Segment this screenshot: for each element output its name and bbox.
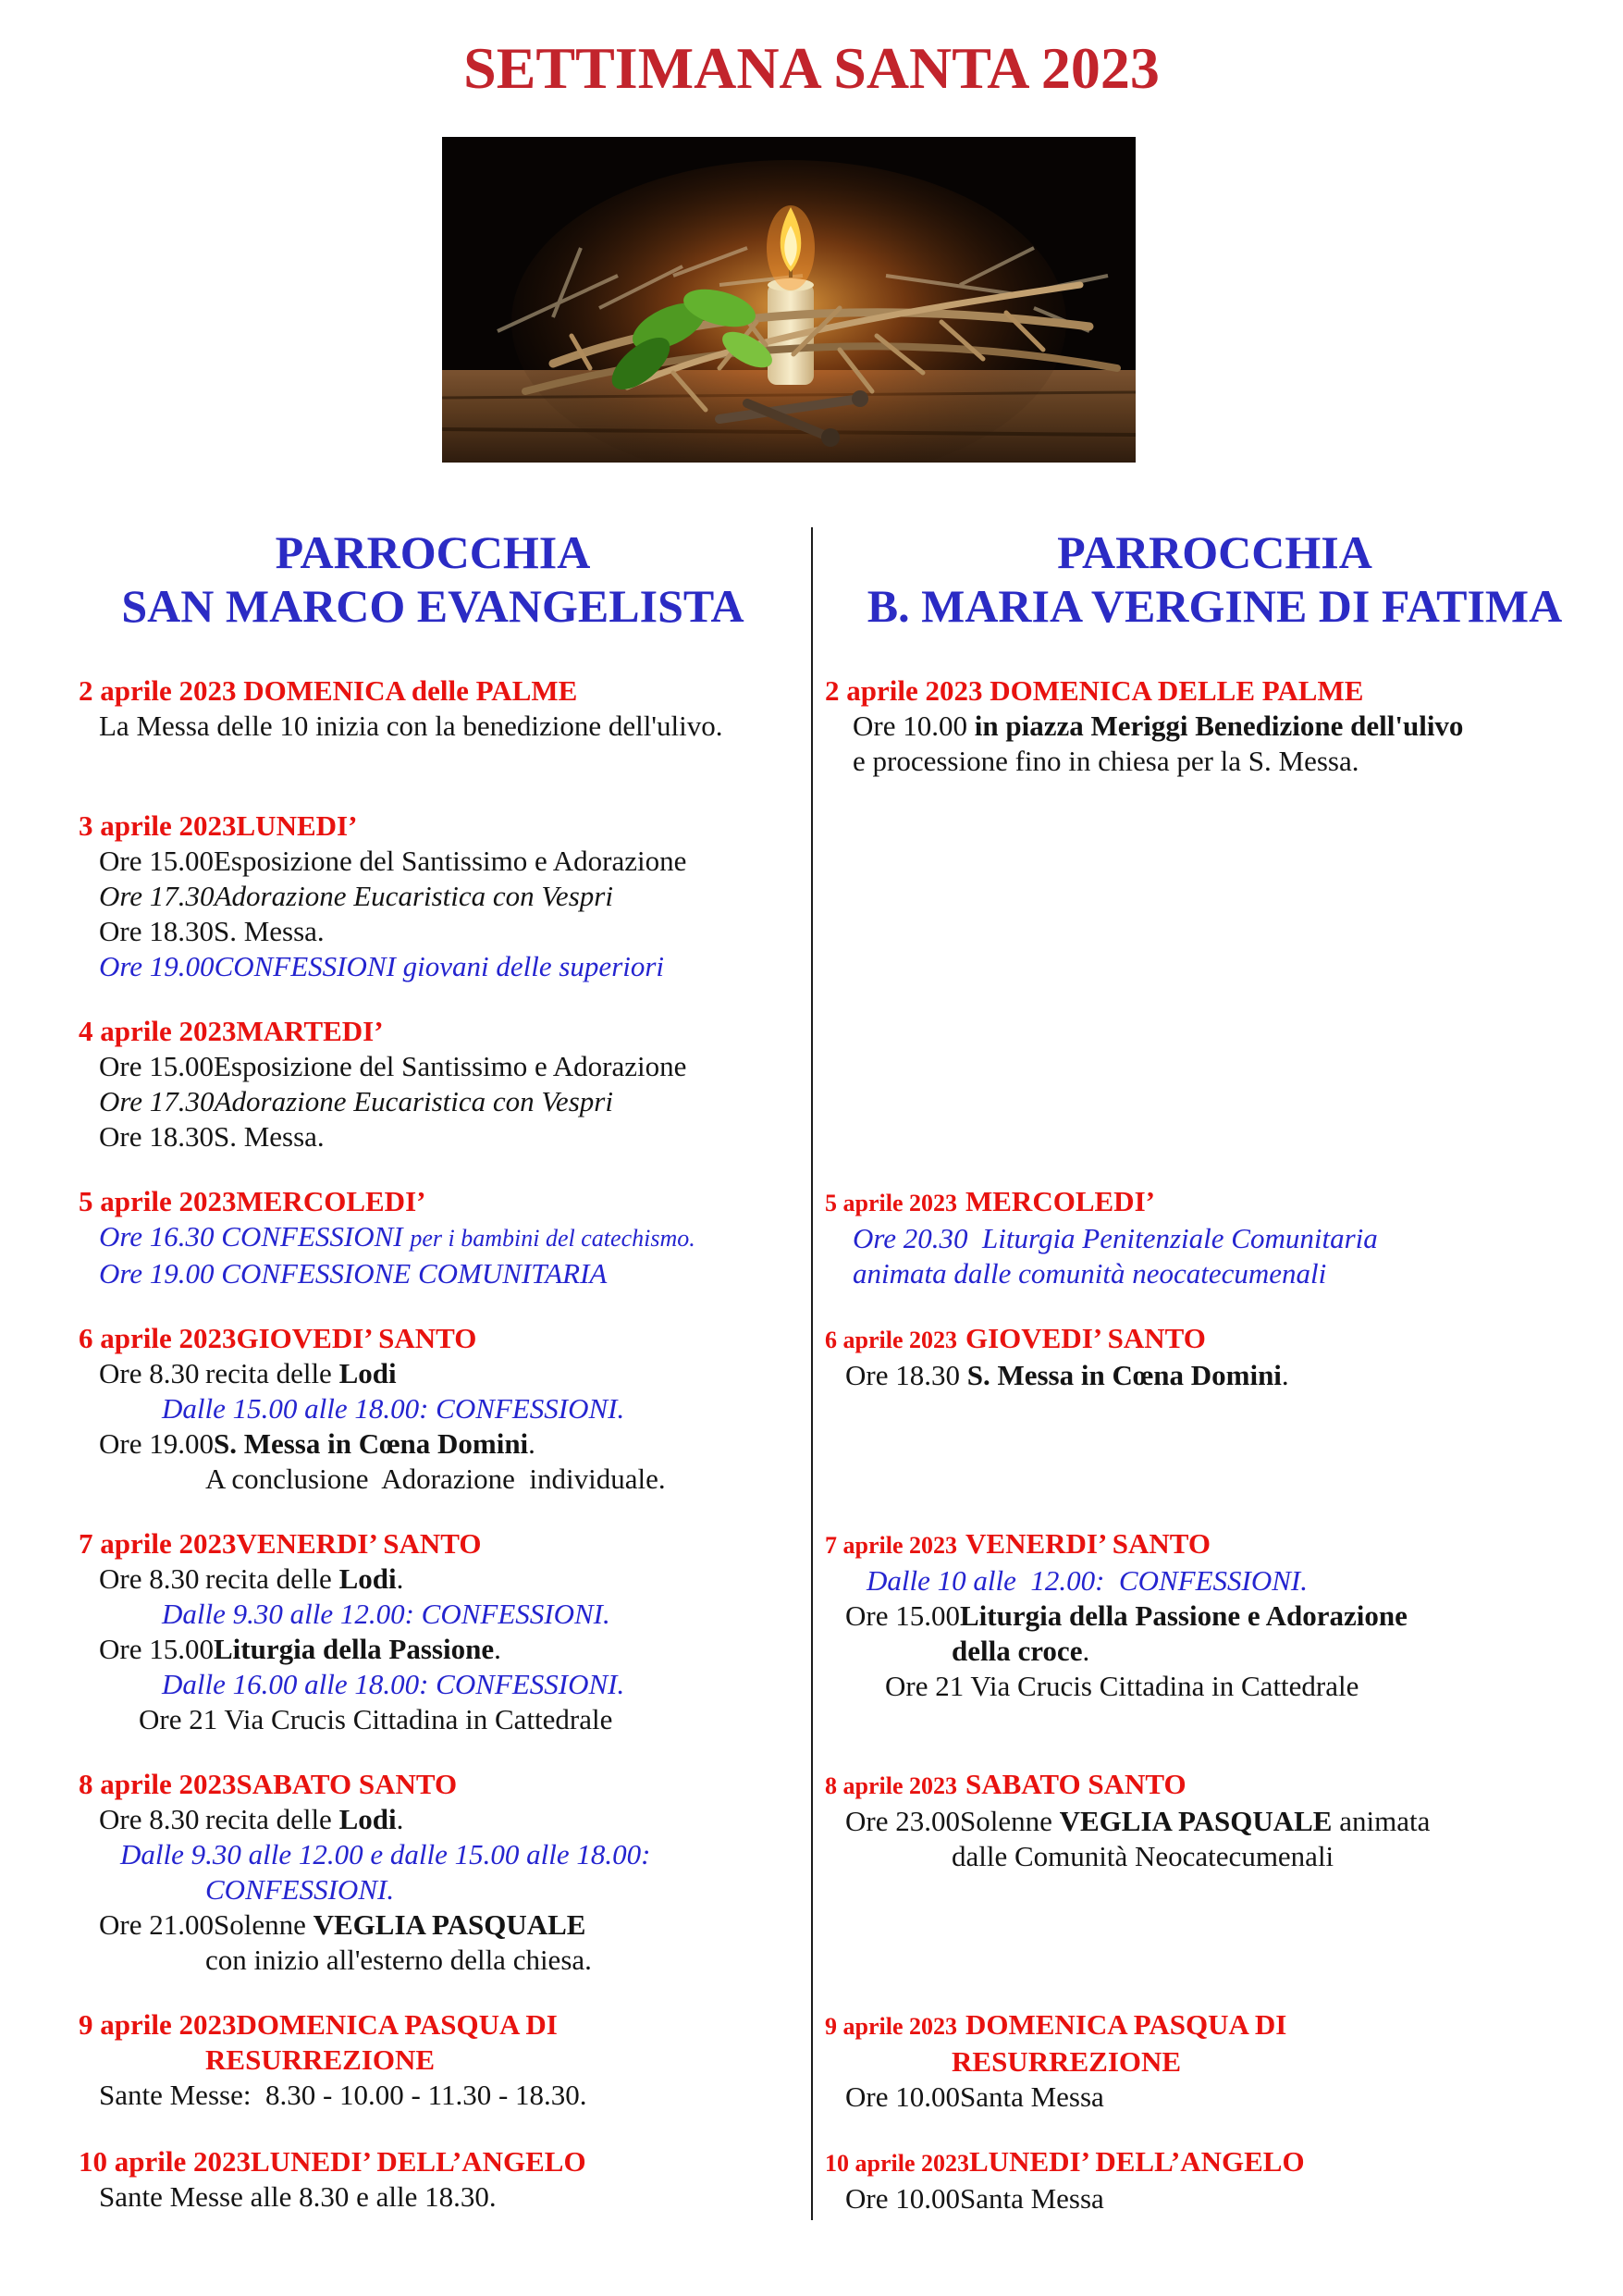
- parish-header-left: [0, 525, 811, 644]
- section-3-aprile-right: [811, 809, 1623, 984]
- schedule-line: [79, 1219, 787, 1256]
- day-title: [237, 1184, 788, 1219]
- text-segment: dalle Comunità Neocatecumenali: [952, 1840, 1334, 1872]
- entry-description: [215, 949, 787, 984]
- day-title: [237, 809, 788, 844]
- entry-description: [214, 1119, 787, 1154]
- date-cell: 7 aprile 2023: [79, 1527, 237, 1560]
- entry-description: [960, 1804, 1605, 1839]
- text-segment: VEGLIA PASQUALE: [313, 1908, 586, 1941]
- entry-description: [205, 1356, 787, 1391]
- schedule-entry-row: [79, 949, 787, 984]
- text-segment: Ore 21 Via Crucis Cittadina in Cattedrale: [885, 1670, 1359, 1702]
- section-9-aprile-right: [811, 2007, 1623, 2115]
- section-4-aprile-left: [0, 1014, 811, 1154]
- entry-description: [214, 1907, 787, 1943]
- text-segment: LUNEDI’ DELL’ANGELO: [251, 2145, 586, 2178]
- section-6-aprile-left: [0, 1321, 811, 1497]
- text-segment: S. Messa.: [213, 915, 325, 947]
- text-segment: .: [396, 1803, 404, 1835]
- date-heading-row: [79, 2144, 787, 2179]
- entry-description: [214, 1049, 787, 1084]
- time-cell: Ore 15.00: [99, 1633, 214, 1665]
- text-segment: RESURREZIONE: [205, 2043, 436, 2076]
- text-segment: Ore 21 Via Crucis Cittadina in Cattedrale: [139, 1703, 613, 1735]
- schedule-entry-row: [79, 1907, 787, 1943]
- text-segment: MARTEDI’: [236, 1015, 384, 1047]
- date-heading-row: [825, 1767, 1605, 1804]
- schedule-line: [79, 2179, 787, 2215]
- column-divider-line: [811, 527, 813, 2220]
- text-segment: GIOVEDI’ SANTO: [965, 1322, 1206, 1354]
- date-heading-row: [79, 2007, 787, 2043]
- text-segment: Dalle 16.00 alle 18.00: CONFESSIONI.: [162, 1668, 625, 1700]
- time-cell: Ore 17.30: [99, 1085, 215, 1117]
- text-segment: Liturgia della Passione e Adorazione: [959, 1599, 1408, 1632]
- schedule-line: [79, 673, 787, 709]
- time-cell: Ore 18.30: [99, 915, 214, 947]
- time-cell: Ore 19.00: [99, 950, 215, 982]
- schedule-line: [825, 1221, 1605, 1256]
- entry-description: [205, 1802, 787, 1837]
- text-segment: DOMENICA PASQUA DI: [965, 2008, 1287, 2041]
- section-2-aprile-left: [0, 673, 811, 779]
- schedule-entry-row: [79, 1426, 787, 1462]
- day-title: [965, 2007, 1605, 2043]
- schedule-line: [825, 1839, 1605, 1874]
- text-segment: Esposizione del Santissimo e Adorazione: [213, 845, 687, 877]
- text-segment: per i bambini del catechismo.: [410, 1225, 695, 1252]
- flame-icon: [767, 205, 815, 290]
- text-segment: recita delle: [205, 1803, 339, 1835]
- text-segment: Adorazione Eucaristica con Vespri: [214, 1085, 613, 1117]
- day-title: [237, 1014, 788, 1049]
- text-segment: VEGLIA PASQUALE: [1059, 1805, 1333, 1837]
- text-segment: Ore 10.00: [853, 710, 975, 742]
- text-segment: [960, 1359, 967, 1391]
- section-5-aprile-right: [811, 1184, 1623, 1291]
- entry-description: [214, 1632, 787, 1667]
- time-cell: Ore 15.00: [99, 1050, 214, 1082]
- schedule-line: [79, 709, 787, 744]
- text-segment: LUNEDI’: [236, 809, 358, 842]
- time-cell: Ore 23.00: [845, 1805, 960, 1837]
- time-cell: Ore 21.00: [99, 1908, 214, 1941]
- schedule-entry-row: [79, 1119, 787, 1154]
- section-10-aprile-left: [0, 2144, 811, 2216]
- day-title: [969, 2144, 1605, 2179]
- date-cell: 6 aprile 2023: [79, 1322, 237, 1354]
- entry-description: [214, 844, 787, 879]
- text-segment: Dalle 9.30 alle 12.00 e dalle 15.00 alle 18.00:: [120, 1838, 651, 1870]
- text-segment: DOMENICA PASQUA DI: [236, 2008, 558, 2041]
- text-segment: Lodi: [338, 1562, 397, 1595]
- text-segment: animata: [1332, 1805, 1431, 1837]
- holy-week-photo: [442, 137, 1136, 463]
- day-title: [237, 1767, 788, 1802]
- text-segment: RESURREZIONE: [952, 2045, 1182, 2078]
- day-title: [965, 1321, 1605, 1356]
- entry-description: [960, 1358, 1605, 1393]
- schedule-entry-row: [79, 1084, 787, 1119]
- schedule-line: [79, 2043, 787, 2078]
- schedule-entry-row: [825, 1599, 1605, 1634]
- text-segment: VENERDI’ SANTO: [965, 1527, 1211, 1560]
- schedule-entry-row: [79, 914, 787, 949]
- time-cell: Ore 17.30: [99, 880, 215, 912]
- date-heading-row: [825, 1184, 1605, 1221]
- schedule-line: [825, 1563, 1605, 1599]
- text-segment: e processione fino in chiesa per la S. Messa.: [853, 745, 1359, 777]
- date-heading-row: [79, 1321, 787, 1356]
- date-heading-row: [79, 1767, 787, 1802]
- entry-description: [215, 1084, 787, 1119]
- text-segment: della croce: [952, 1635, 1083, 1667]
- text-segment: Santa Messa: [959, 2182, 1104, 2215]
- text-segment: con inizio all'esterno della chiesa.: [205, 1944, 592, 1976]
- schedule-line: [825, 1669, 1605, 1704]
- date-cell: 7 aprile 2023: [825, 1532, 957, 1559]
- schedule-entry-row: [79, 1802, 787, 1837]
- section-7-aprile-left: [0, 1526, 811, 1737]
- schedule-line: [79, 1256, 787, 1291]
- section-6-aprile-right: [811, 1321, 1623, 1497]
- parish-right-line1: PARROCCHIA: [1057, 526, 1372, 578]
- parish-header-right: [811, 525, 1623, 644]
- schedule-line: [79, 1943, 787, 1978]
- text-segment: .: [1082, 1635, 1090, 1667]
- date-heading-row: [79, 1014, 787, 1049]
- date-cell: 5 aprile 2023: [79, 1185, 237, 1217]
- schedule-line: [825, 1256, 1605, 1291]
- time-cell: Ore 8.30: [99, 1803, 200, 1835]
- schedule-line: [825, 1634, 1605, 1669]
- schedule-line: [79, 1702, 787, 1737]
- text-segment: CONFESSIONI.: [205, 1873, 395, 1906]
- page-title: SETTIMANA SANTA 2023: [463, 35, 1160, 101]
- date-heading-row: [825, 2007, 1605, 2044]
- parish-right-line2: B. MARIA VERGINE DI FATIMA: [867, 580, 1563, 632]
- text-segment: Dalle 9.30 alle 12.00: CONFESSIONI.: [162, 1598, 610, 1630]
- section-9-aprile-left: [0, 2007, 811, 2115]
- text-segment: Dalle 10 alle 12.00: CONFESSIONI.: [867, 1564, 1309, 1597]
- text-segment: 2 aprile 2023 DOMENICA DELLE PALME: [825, 674, 1364, 707]
- text-segment: Solenne: [959, 1805, 1060, 1837]
- section-8-aprile-right: [811, 1767, 1623, 1978]
- text-segment: Ore 20.30 Liturgia Penitenziale Comunitaria: [853, 1222, 1378, 1254]
- schedule-line: [825, 709, 1605, 744]
- text-segment: A conclusione Adorazione individuale.: [205, 1463, 666, 1495]
- text-segment: S. Messa in Cœna Domini: [966, 1359, 1282, 1391]
- time-cell: Ore 18.30: [99, 1120, 214, 1153]
- day-title: [965, 1526, 1605, 1562]
- schedule-entry-row: [79, 1632, 787, 1667]
- time-cell: Ore 19.00: [99, 1427, 214, 1460]
- candle-thorns-photo-illustration: [442, 137, 1136, 463]
- schedule-line: [825, 744, 1605, 779]
- text-segment: La Messa delle 10 inizia con la benedizione dell'ulivo.: [99, 710, 723, 742]
- text-segment: SABATO SANTO: [236, 1768, 458, 1800]
- text-segment: MERCOLEDI’: [965, 1185, 1155, 1217]
- date-heading-row: [79, 1184, 787, 1219]
- date-cell: 6 aprile 2023: [825, 1327, 957, 1353]
- entry-description: [214, 914, 787, 949]
- day-title: [237, 1321, 788, 1356]
- time-cell: Ore 18.30: [845, 1359, 960, 1391]
- text-segment: 2 aprile 2023 DOMENICA delle PALME: [79, 674, 578, 707]
- date-cell: 5 aprile 2023: [825, 1190, 957, 1216]
- schedule-line: [79, 1462, 787, 1497]
- schedule-entry-row: [825, 1804, 1605, 1839]
- date-cell: 4 aprile 2023: [79, 1015, 237, 1047]
- time-cell: Ore 10.00: [845, 2182, 960, 2215]
- text-segment: SABATO SANTO: [965, 1768, 1187, 1800]
- text-segment: MERCOLEDI’: [236, 1185, 426, 1217]
- schedule-line: [79, 1872, 787, 1907]
- schedule-line: [825, 2044, 1605, 2080]
- text-segment: Esposizione del Santissimo e Adorazione: [213, 1050, 687, 1082]
- text-segment: recita delle: [205, 1357, 339, 1389]
- parish-left-line2: SAN MARCO EVANGELISTA: [121, 580, 744, 632]
- text-segment: animata dalle comunità neocatecumenali: [853, 1257, 1327, 1290]
- time-cell: Ore 8.30: [99, 1357, 200, 1389]
- schedule-line: [79, 1837, 787, 1872]
- day-title: [237, 2007, 788, 2043]
- text-segment: Lodi: [338, 1357, 397, 1389]
- text-segment: Ore 16.30 CONFESSIONI: [99, 1220, 411, 1253]
- schedule-entry-row: [825, 2181, 1605, 2216]
- text-segment: .: [396, 1562, 404, 1595]
- schedule-line: [79, 1667, 787, 1702]
- text-segment: recita delle: [205, 1562, 339, 1595]
- time-cell: Ore 15.00: [99, 845, 214, 877]
- text-segment: CONFESSIONI giovani delle superiori: [214, 950, 665, 982]
- text-segment: S. Messa.: [213, 1120, 325, 1153]
- text-segment: Ore 19.00 CONFESSIONE COMUNITARIA: [99, 1257, 608, 1290]
- time-cell: Ore 10.00: [845, 2080, 960, 2113]
- schedule-entry-row: [825, 1358, 1605, 1393]
- section-10-aprile-right: [811, 2144, 1623, 2216]
- text-segment: in piazza Meriggi Benedizione dell'ulivo: [974, 710, 1464, 742]
- schedule-line: [79, 1391, 787, 1426]
- date-cell: 10 aprile 2023: [825, 2150, 969, 2177]
- text-segment: Dalle 15.00 alle 18.00: CONFESSIONI.: [162, 1392, 625, 1425]
- entry-description: [960, 2080, 1605, 2115]
- text-segment: S. Messa in Cœna Domini: [213, 1427, 529, 1460]
- entry-description: [960, 2181, 1605, 2216]
- section-5-aprile-left: [0, 1184, 811, 1291]
- time-cell: Ore 15.00: [845, 1599, 960, 1632]
- entry-description: [960, 1599, 1605, 1634]
- entry-description: [205, 1562, 787, 1597]
- date-cell: 10 aprile 2023: [79, 2145, 251, 2178]
- text-segment: Sante Messe alle 8.30 e alle 18.30.: [99, 2180, 497, 2213]
- section-2-aprile-right: [811, 673, 1623, 779]
- date-heading-row: [825, 2144, 1605, 2181]
- schedule-entry-row: [79, 879, 787, 914]
- schedule-entry-row: [79, 1356, 787, 1391]
- day-title: [965, 1767, 1605, 1802]
- date-cell: 8 aprile 2023: [825, 1772, 957, 1799]
- date-cell: 3 aprile 2023: [79, 809, 237, 842]
- section-8-aprile-left: [0, 1767, 811, 1978]
- section-7-aprile-right: [811, 1526, 1623, 1737]
- date-heading-row: [79, 1526, 787, 1562]
- schedule-entry-row: [825, 2080, 1605, 2115]
- section-4-aprile-right: [811, 1014, 1623, 1154]
- text-segment: Sante Messe: 8.30 - 10.00 - 11.30 - 18.30.: [99, 2079, 587, 2111]
- day-title: [237, 1526, 788, 1562]
- schedule-entry-row: [79, 1049, 787, 1084]
- text-segment: .: [494, 1633, 501, 1665]
- date-heading-row: [825, 1321, 1605, 1358]
- schedule-line: [79, 2078, 787, 2113]
- text-segment: Santa Messa: [959, 2080, 1104, 2113]
- schedule-entry-row: [79, 844, 787, 879]
- text-segment: .: [528, 1427, 535, 1460]
- section-3-aprile-left: [0, 809, 811, 984]
- parish-left-line1: PARROCCHIA: [275, 526, 591, 578]
- entry-description: [214, 1426, 787, 1462]
- text-segment: Lodi: [338, 1803, 397, 1835]
- text-segment: VENERDI’ SANTO: [236, 1527, 482, 1560]
- date-heading-row: [825, 1526, 1605, 1563]
- day-title: [965, 1184, 1605, 1219]
- entry-description: [215, 879, 787, 914]
- text-segment: Adorazione Eucaristica con Vespri: [214, 880, 613, 912]
- text-segment: Liturgia della Passione: [213, 1633, 495, 1665]
- text-segment: LUNEDI’ DELL’ANGELO: [969, 2145, 1305, 2178]
- time-cell: Ore 8.30: [99, 1562, 200, 1595]
- schedule-line: [79, 1597, 787, 1632]
- schedule-line: [825, 673, 1605, 709]
- text-segment: .: [1281, 1359, 1289, 1391]
- date-heading-row: [79, 809, 787, 844]
- date-cell: 8 aprile 2023: [79, 1768, 237, 1800]
- schedule-entry-row: [79, 1562, 787, 1597]
- text-segment: GIOVEDI’ SANTO: [236, 1322, 477, 1354]
- day-title: [251, 2144, 787, 2179]
- date-cell: 9 aprile 2023: [79, 2008, 237, 2041]
- text-segment: Solenne: [213, 1908, 314, 1941]
- date-cell: 9 aprile 2023: [825, 2013, 957, 2040]
